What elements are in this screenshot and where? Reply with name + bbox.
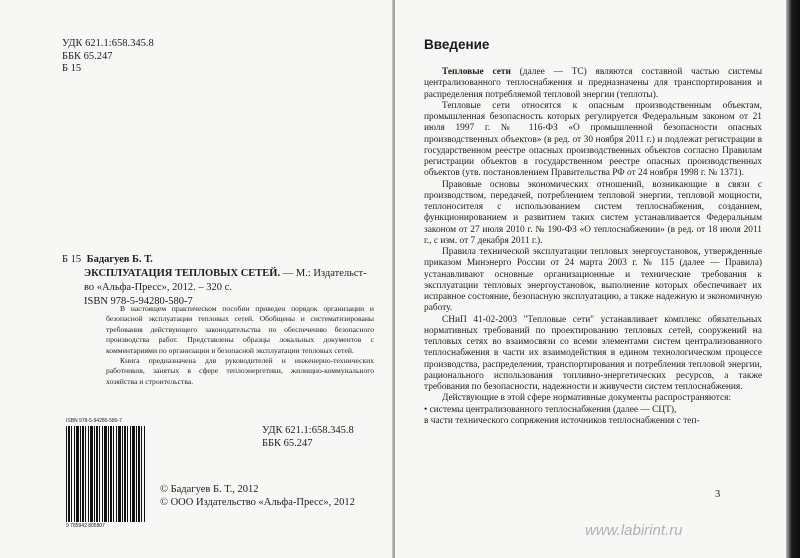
bib-title-line <box>62 267 367 281</box>
paragraph: Тепловые сети относятся к опасным производственным объектам, промышленная безопасность которых регулируется Федеральным законом от 21 июля 1997 г. № 116-ФЗ «О промышленной безопасности опасных производственных объектов» (в ред. от 30 ноября 2011 г.) и подлежат регистрации в государственном реестре опасных производственных объектов согласно Правилам регистрации объектов в государственном реестре опасных производственных объектов (утв. постановлением Правительства РФ от 24 ноября 1998 г. № 1371). <box>424 100 762 179</box>
annotation <box>106 304 374 387</box>
copyright-author: © Бадагуев Б. Т., 2012 <box>160 484 259 495</box>
bib-author: Бадагуев Б. Т. <box>86 254 153 265</box>
barcode-isbn: ISBN 978-5-94280-580-7 <box>66 418 122 424</box>
bib-isbn: ISBN 978-5-94280-580-7 <box>84 296 193 307</box>
bbk-code: ББК 65.247 <box>62 50 113 62</box>
page-edge-shadow <box>786 0 800 558</box>
paragraph: Правила технической эксплуатации тепловых энергоустановок, утвержденные приказом Минэнерго России от 24 марта 2003 г. № 115 (далее — Правила) устанавливают основные организационные и технические требования к эксплуатации тепловых энергоустановок, выполнение которых обеспечивает их исправное состояние, безопасную эксплуатацию, а также надежную и экономичную работу. <box>424 247 762 314</box>
chapter-heading: Введение <box>424 37 490 52</box>
bib-header <box>62 253 362 267</box>
bib-code: Б 15 <box>62 254 82 265</box>
bib-title-rest: — М.: Издательст- <box>280 268 367 279</box>
list-item: • системы централизованного теплоснабжения (далее — СЦТ), <box>424 404 677 415</box>
left-page <box>0 0 393 558</box>
annotation-paragraph: В настоящем практическом пособии приведен порядок организации и безопасной эксплуатации тепловых сетей. Обобщены и систематизированы требования действующего законодательства по обеспечению безопасного производства работ. Представлены образцы локальных документов с комментариями по организации и безопасной эксплуатации тепловых сетей. <box>106 304 374 355</box>
bbk-code-bottom: ББК 65.247 <box>262 437 313 449</box>
list-item-continued: в части технического сопряжения источников теплоснабжения с теп- <box>424 415 700 426</box>
author-mark: Б 15 <box>62 63 82 74</box>
bib-publisher-line: во «Альфа-Пресс», 2012. – 320 с. <box>84 282 232 293</box>
annotation-paragraph: Книга предназначена для руководителей и инженерно-технических работников, занятых в сфере теплоэнергетики, жилищно-коммунального хозяйства и строительства. <box>106 356 374 386</box>
bib-title: ЭКСПЛУАТАЦИЯ ТЕПЛОВЫХ СЕТЕЙ. <box>84 268 281 279</box>
barcode-digits: 9 785942 805807 <box>66 523 105 529</box>
udk-code: УДК 621.1:658.345.8 <box>62 38 154 49</box>
paragraph: Правовые основы экономических отношений, возникающие в связи с производством, передачей, потреблением тепловой энергии, тепловой мощности, теплоносителя с использованием систем теплоснабжения, созданием, функционированием и развитием таких систем устанавливается Федеральным законом от 27 июля 2010 г. № 190-ФЗ «О теплоснабжении» (в ред. от 18 июля 2011 г., с изм. от 7 декабря 2011 г.). <box>424 179 762 246</box>
udk-code-bottom: УДК 621.1:658.345.8 <box>262 425 354 436</box>
term-bold: Тепловые сети <box>442 67 511 77</box>
page-number: 3 <box>715 489 721 500</box>
bibliographic-record <box>62 253 367 309</box>
watermark: www.labirint.ru <box>585 522 683 539</box>
isbn-barcode <box>66 418 148 534</box>
barcode-bars <box>66 426 146 522</box>
copyright-publisher: © ООО Издательство «Альфа-Пресс», 2012 <box>160 497 355 508</box>
right-page <box>395 0 786 558</box>
paragraph: Тепловые сети (далее — ТС) являются составной частью системы централизованного теплоснабжения и предназначены для транспортирования и распределения потребляемой тепловой энергии (теплоты). <box>424 67 762 100</box>
paragraph: Действующие в этой сфере нормативные документы распространяются: <box>442 393 732 404</box>
paragraph: СНиП 41-02-2003 "Тепловые сети" устанавливает комплекс обязательных нормативных требований по проектированию тепловых сетей, сооружений на тепловых сетях во взаимосвязи со всеми элементами систем централизованного теплоснабжения в части их взаимодействия в едином технологическом процессе производства, распределения, транспортирования и потребления тепловой энергии, рационального использования топливно-энергетических ресурсов, а также требования по безопасности, надежности и живучести систем теплоснабжения. <box>424 314 762 392</box>
copyright-block <box>160 483 355 509</box>
classification-codes-bottom <box>262 425 354 450</box>
chapter-body <box>424 67 762 427</box>
classification-codes-top <box>62 38 154 76</box>
